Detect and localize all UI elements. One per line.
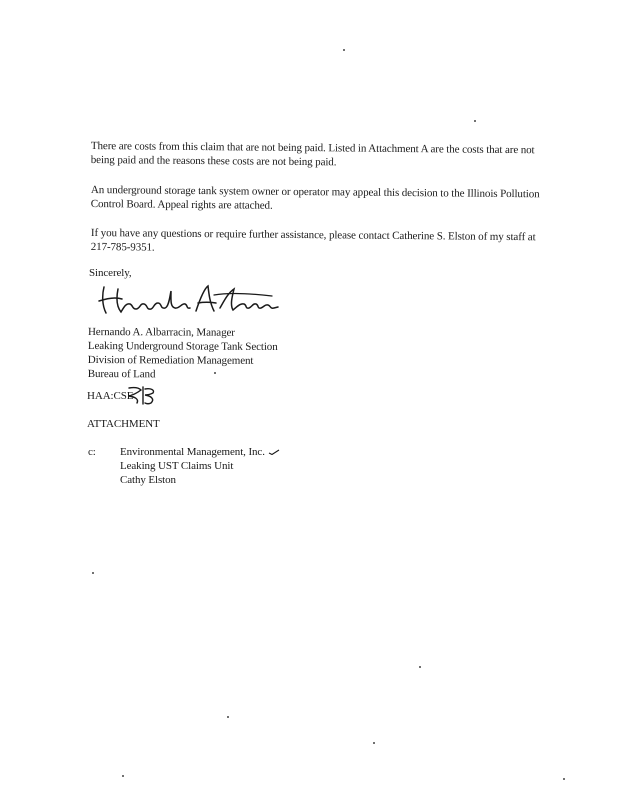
closing-salutation: Sincerely, <box>89 267 132 279</box>
signer-bureau: Bureau of Land <box>87 367 156 381</box>
paragraph-contact <box>91 226 551 258</box>
scan-speck <box>419 666 421 668</box>
paragraph-appeal <box>91 183 551 215</box>
scan-speck <box>563 778 565 780</box>
signer-division: Division of Remediation Management <box>87 353 254 367</box>
scan-speck <box>474 120 476 122</box>
scan-speck <box>92 572 94 574</box>
scan-speck <box>343 49 345 51</box>
cc-label: c: <box>88 446 96 458</box>
handwritten-signature <box>96 281 281 319</box>
reference-initials: HAA:CSE <box>87 390 134 402</box>
paragraph-unpaid-costs <box>91 139 551 171</box>
scan-speck <box>122 775 124 777</box>
signer-section: Leaking Underground Storage Tank Section <box>87 339 278 353</box>
signer-block <box>88 325 278 382</box>
handwritten-initials-mark <box>125 384 159 406</box>
scan-speck <box>227 716 229 718</box>
cc-recipient-text: Environmental Management, Inc. <box>120 446 265 458</box>
paragraph-text: There are costs from this claim that are not being paid. Listed in Attachment A are the costs that are not being paid and the reasons these costs are not being paid. <box>90 139 535 169</box>
paragraph-text: An underground storage tank system owner or operator may appeal this decision to the Illinois Pollution Control Board. Appeal rights are attached. <box>90 183 540 212</box>
signer-name-title: Hernando A. Albarracin, Manager <box>87 326 235 339</box>
checkmark-icon <box>268 449 280 455</box>
scan-speck <box>373 742 375 744</box>
cc-recipient-list <box>120 445 280 487</box>
cc-recipient: Leaking UST Claims Unit <box>120 460 234 472</box>
cc-recipient <box>120 445 280 459</box>
paragraph-text: If you have any questions or require further assistance, please contact Catherine S. Elston of my staff at 217-785-9351. <box>90 226 536 254</box>
scan-speck <box>214 372 216 374</box>
cc-recipient: Cathy Elston <box>120 474 176 486</box>
attachment-label: ATTACHMENT <box>87 418 160 430</box>
